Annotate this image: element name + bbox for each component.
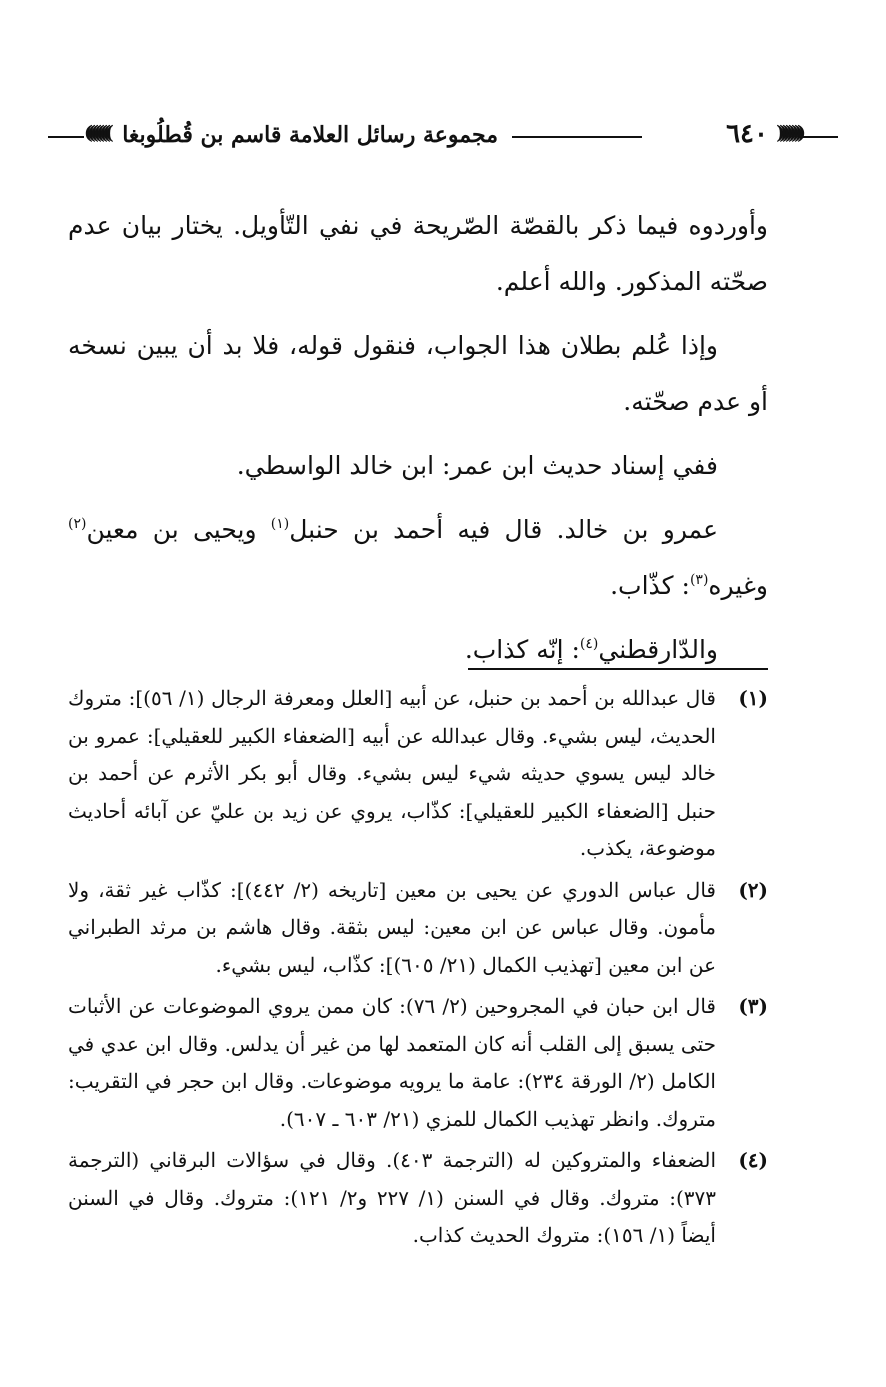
header-rule-left	[48, 136, 84, 138]
footnote-marker-3[interactable]: (٣)	[689, 572, 709, 588]
footnote-text: قال ابن حبان في المجروحين (٢/ ٧٦): كان ممن يروي الموضوعات عن الأثبات حتى يسبق إلى القلب أنه كان المتعمد لها من غير أن يدلس. وقال ابن عدي في الكامل (٢/ الورقة ٢٣٤): عامة ما يرويه موضوعات. وقال ابن حجر في التقريب: متروك. وانظر تهذيب الكمال للمزي (٢١/ ٦٠٣ ـ ٦٠٧).	[68, 994, 716, 1131]
footnote-separator	[468, 668, 768, 670]
footnote-2	[68, 872, 768, 985]
p5-text-b: : إنّه كذاب.	[464, 635, 580, 664]
footnote-text: قال عبدالله بن أحمد بن حنبل، عن أبيه [العلل ومعرفة الرجال (١/ ٥٦)]: متروك الحديث، ليس بشيء. وقال عبدالله عن أبيه [الضعفاء الكبير للعقيلي]: عمرو بن خالد ليس يسوي حديثه شيء ليس بشيء. وقال أبو بكر الأثرم عن أحمد بن حنبل [الضعفاء الكبير للعقيلي]: كذّاب، يروي عن زيد بن عليّ عن آبائه أحاديث موضوعة، يكذب.	[68, 686, 716, 860]
header-ornament-right: ((((((((	[776, 122, 800, 144]
footnote-marker-2[interactable]: (٢)	[68, 516, 87, 532]
footnote-text: الضعفاء والمتروكين له (الترجمة ٤٠٣). وقال في سؤالات البرقاني (الترجمة ٣٧٣): متروك. وقال في السنن (١/ ٢٢٧ و٢/ ١٢١): متروك. وقال في السنن أيضاً (١/ ١٥٦): متروك الحديث كذاب.	[68, 1148, 716, 1247]
book-title: مجموعة رسائل العلامة قاسم بن قُطلُوبغا	[122, 122, 498, 148]
footnote-text: قال عباس الدوري عن يحيى بن معين [تاريخه (٢/ ٤٤٢)]: كذّاب غير ثقة، ولا مأمون. وقال عباس عن ابن معين: ليس بثقة. وقال هاشم بن مرثد الطبراني عن ابن معين [تهذيب الكمال (٢١/ ٦٠٥)]: كذّاب، ليس بشيء.	[68, 877, 716, 977]
footnote-number: (٣)	[738, 994, 768, 1018]
footnote-number: (٤)	[738, 1148, 768, 1172]
p4-text-d: : كذّاب.	[610, 571, 690, 600]
footnote-4	[68, 1142, 768, 1255]
footnote-3	[68, 988, 768, 1138]
p4-text-c: وغيره	[708, 571, 768, 600]
header-rule-middle	[512, 136, 642, 138]
footnote-1	[68, 680, 768, 868]
running-header	[48, 112, 838, 162]
p4-text-b: ويحيى بن معين	[86, 515, 271, 544]
page-number: ٦٤٠	[726, 119, 768, 149]
paragraph-2: وإذا عُلم بطلان هذا الجواب، فنقول قوله، فلا بد أن يبين نسخه أو عدم صحّته.	[68, 331, 768, 416]
p5-text-a: والدّارقطني	[598, 635, 718, 664]
paragraph-1: وأوردوه فيما ذكر بالقصّة الصّريحة في نفي التّأويل. يختار بيان عدم صحّته المذكور. والله أعلم.	[68, 211, 768, 296]
footnote-number: (٢)	[738, 877, 768, 902]
footnotes	[68, 680, 768, 1259]
paragraph-5	[68, 622, 768, 678]
main-text	[68, 198, 768, 678]
paragraph-3: ففي إسناد حديث ابن عمر: ابن خالد الواسطي.	[236, 451, 718, 480]
header-rule-right	[798, 136, 838, 138]
footnote-marker-1[interactable]: (١)	[270, 516, 290, 532]
paragraph-4	[68, 502, 768, 614]
footnote-number: (١)	[738, 686, 768, 710]
p4-text-a: عمرو بن خالد. قال فيه أحمد بن حنبل	[289, 515, 718, 544]
header-ornament-left: ))))))))	[84, 122, 108, 144]
footnote-marker-4[interactable]: (٤)	[579, 636, 599, 652]
